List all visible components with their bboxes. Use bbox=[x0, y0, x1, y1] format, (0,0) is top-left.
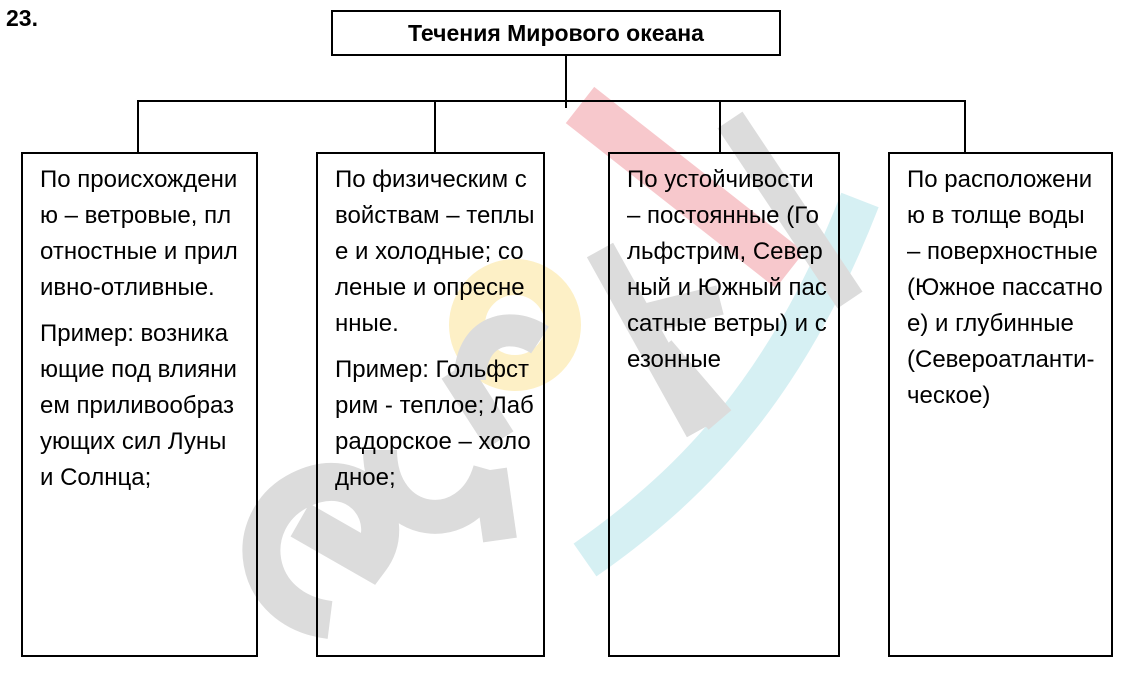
branch-node-text: По физическим свойствам – теплые и холодные; соленые и опресненные. bbox=[335, 166, 535, 337]
branch-node-depth bbox=[888, 152, 1113, 657]
branch-node-example: Пример: возникающие под влиянием приливообразующих сил Луны и Солнца; bbox=[40, 320, 237, 491]
branch-node-text: По расположению в толще воды – поверхностные (Южное пассатное) и глубинные (Североатланти-ческое) bbox=[907, 166, 1103, 409]
branch-node-stability bbox=[608, 152, 840, 657]
task-number: 23. bbox=[6, 5, 38, 31]
branch-node-physical bbox=[316, 152, 545, 657]
branch-node-text: По устойчивости – постоянные (Гольфстрим, Северный и Южный пассатные ветры) и сезонные bbox=[627, 166, 827, 373]
branch-node-example: Пример: Гольфстрим - теплое; Лабрадорское – холодное; bbox=[335, 356, 534, 491]
branch-node-origin bbox=[21, 152, 258, 657]
root-node-label: Течения Мирового океана bbox=[408, 19, 704, 46]
branch-node-text: По происхождению – ветровые, плотностные и приливно-отливные. bbox=[40, 166, 238, 301]
root-node bbox=[331, 10, 781, 56]
